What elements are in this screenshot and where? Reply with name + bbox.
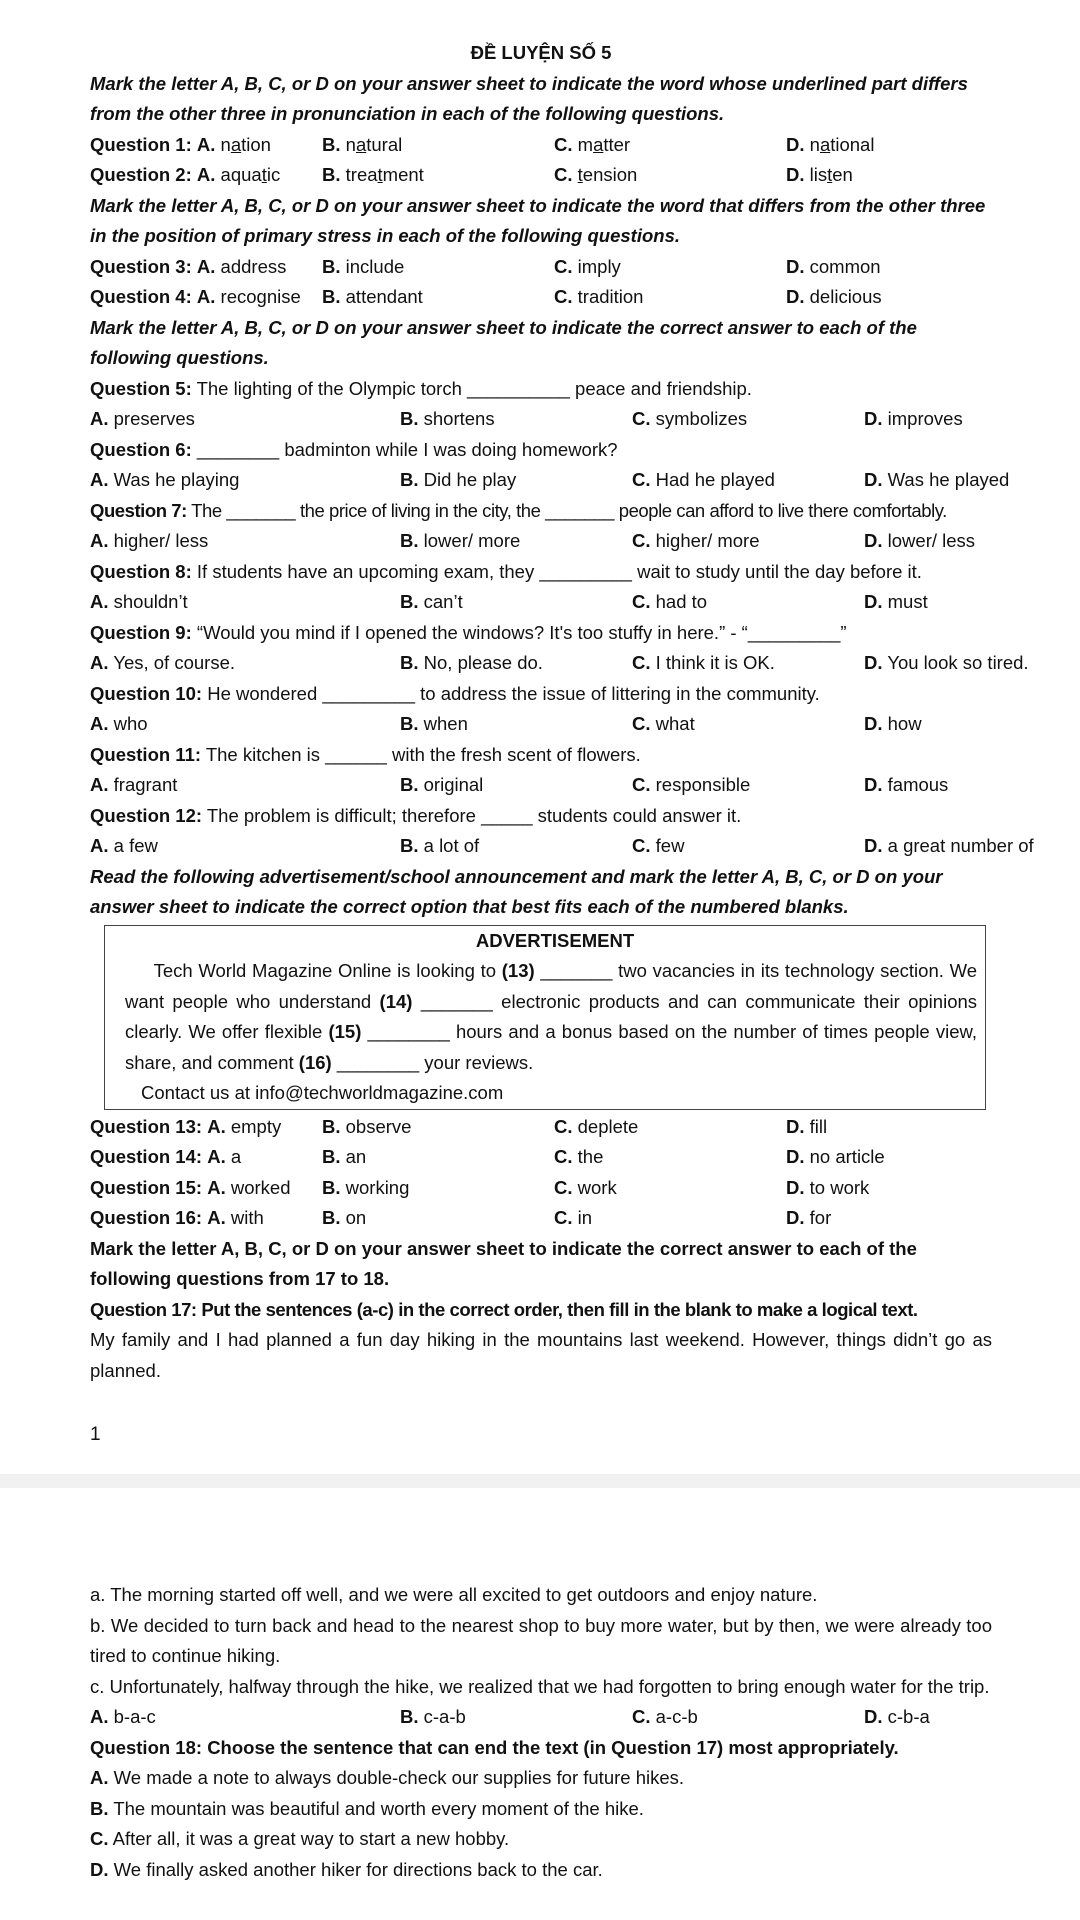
q12-option-b: B. a lot of [400,835,480,856]
q11-option-d: D. famous [864,774,949,795]
question-17-intro: My family and I had planned a fun day hiking in the mountains last weekend. However, things didn’t go as planned. [90,1329,992,1381]
q16-option-b: B. on [322,1207,367,1228]
question-2 [90,160,992,191]
question-7-stem: Question 7: The _______ the price of living in the city, the _______ people can afford to live there comfortably. [90,499,947,521]
q3-option-b: B. include [322,255,405,277]
q1-option-c: C. matter [554,133,631,155]
q14-option-b: B. an [322,1146,367,1167]
q18-option-c: C. After all, it was a great way to start a new hobby. [90,1828,510,1849]
question-17-options [90,1702,992,1733]
page-one [90,38,1034,1386]
q10-option-a: A. who [90,713,148,734]
page-break [0,1474,1080,1488]
q17-option-c: C. a-c-b [632,1706,698,1727]
q18-option-b: B. The mountain was beautiful and worth every moment of the hike. [90,1797,644,1819]
q11-option-a: A. fragrant [90,774,178,795]
q14-option-c: C. the [554,1146,604,1167]
question-17-sentence-a: a. The morning started off well, and we were all excited to get outdoors and enjoy nature. [90,1584,818,1605]
q13-option-c: C. deplete [554,1115,639,1137]
q1-option-a: Question 1: A. nation [90,133,271,155]
q6-option-b: B. Did he play [400,469,517,490]
q5-option-c: C. symbolizes [632,408,748,429]
instruction-correct-answer: Mark the letter A, B, C, or D on your answer sheet to indicate the correct answer to each of the following questions. [90,316,917,368]
advertisement-contact: Contact us at info@techworldmagazine.com [141,1082,504,1103]
q5-option-d: D. improves [864,408,963,429]
q2-option-c: C. tension [554,164,638,185]
question-17-sentence-c: c. Unfortunately, halfway through the hike, we realized that we had forgotten to bring enough water for the trip. [90,1675,990,1697]
instruction-questions-17-18: Mark the letter A, B, C, or D on your answer sheet to indicate the correct answer to each of the following questions from 17 to 18. [90,1237,917,1289]
question-6-options [90,465,1010,496]
q14-option-d: D. no article [786,1146,885,1167]
question-10-options [90,709,992,740]
q12-option-d: D. a great number of [864,835,1034,856]
advertisement-heading: ADVERTISEMENT [475,929,635,951]
q9-option-c: C. I think it is OK. [632,652,775,673]
q8-option-d: D. must [864,591,928,612]
question-8-options [90,587,992,618]
page-number: 1 [90,1424,101,1445]
q16-option-d: D. for [786,1207,832,1228]
question-13 [90,1112,992,1143]
q3-option-c: C. imply [554,255,621,277]
q15-option-d: D. to work [786,1176,870,1198]
q6-option-d: D. Was he played [864,469,1010,490]
question-17-stem: Question 17: Put the sentences (a-c) in the correct order, then fill in the blank to make a logical text. [90,1298,918,1320]
q15-option-b: B. working [322,1176,410,1198]
q7-option-d: D. lower/ less [864,530,976,551]
q7-option-b: B. lower/ more [400,530,521,551]
page-two [90,1580,992,1885]
q7-option-c: C. higher/ more [632,530,760,551]
q9-option-d: D. You look so tired. [864,652,1029,673]
question-11-options [90,770,992,801]
q12-option-a: A. a few [90,835,158,856]
q4-option-b: B. attendant [322,286,423,307]
q4-option-a: Question 4: A. recognise [90,286,301,307]
question-10-stem: Question 10: He wondered _________ to address the issue of littering in the community. [90,682,820,704]
q16-option-a: Question 16: A. with [90,1207,264,1228]
q18-option-a: A. We made a note to always double-check our supplies for future hikes. [90,1767,685,1788]
q4-option-d: D. delicious [786,286,882,307]
question-12-stem: Question 12: The problem is difficult; therefore _____ students could answer it. [90,804,742,826]
question-8-stem: Question 8: If students have an upcoming exam, they _________ wait to study until the day before it. [90,560,922,582]
q11-option-b: B. original [400,774,484,795]
question-4 [90,282,992,313]
q12-option-c: C. few [632,835,685,856]
q11-option-c: C. responsible [632,774,751,795]
question-3 [90,252,992,283]
q8-option-a: A. shouldn’t [90,591,188,612]
q10-option-c: C. what [632,713,695,734]
q15-option-a: Question 15: A. worked [90,1176,291,1198]
q10-option-b: B. when [400,713,468,734]
question-11-stem: Question 11: The kitchen is ______ with the fresh scent of flowers. [90,743,641,765]
q2-option-b: B. treatment [322,164,424,185]
q14-option-a: Question 14: A. a [90,1146,242,1167]
q16-option-c: C. in [554,1207,593,1228]
q9-option-b: B. No, please do. [400,652,543,673]
question-14 [90,1142,992,1173]
q17-option-d: D. c-b-a [864,1706,930,1727]
instruction-advertisement: Read the following advertisement/school announcement and mark the letter A, B, C, or D on your answer sheet to indicate the correct option that best fits each of the numbered blanks. [90,865,943,917]
instruction-pronunciation: Mark the letter A, B, C, or D on your answer sheet to indicate the word whose underlined part differs from the other three in pronunciation in each of the following questions. [90,72,968,124]
q3-option-d: D. common [786,255,881,277]
q6-option-c: C. Had he played [632,469,775,490]
q6-option-a: A. Was he playing [90,469,240,490]
question-1 [90,130,992,161]
question-7-options [90,526,992,557]
q5-option-a: A. preserves [90,408,195,429]
advertisement-box [104,925,986,1110]
q10-option-d: D. how [864,713,922,734]
q5-option-b: B. shortens [400,408,495,429]
q8-option-c: C. had to [632,591,708,612]
question-12-options [90,831,1034,862]
q8-option-b: B. can’t [400,591,463,612]
q2-option-a: Question 2: A. aquatic [90,164,281,185]
advertisement-body: Tech World Magazine Online is looking to (13) _______ two vacancies in its technology section. We want people who understand (14) _______ electronic products and can communicate their opinions clearly. We offer flexible (15) ________ hours and a bonus based on the number of times people view, share, and comment (16) ________ your reviews. [125,960,978,1073]
q17-option-a: A. b-a-c [90,1706,156,1727]
question-18-stem: Question 18: Choose the sentence that can end the text (in Question 17) most appropriately. [90,1736,899,1758]
question-17-sentence-b: b. We decided to turn back and head to the nearest shop to buy more water, but by then, we were already too tired to continue hiking. [90,1614,992,1666]
instruction-stress: Mark the letter A, B, C, or D on your answer sheet to indicate the word that differs from the other three in the position of primary stress in each of the following questions. [90,194,986,246]
q13-option-a: Question 13: A. empty [90,1115,282,1137]
question-15 [90,1173,992,1204]
q3-option-a: Question 3: A. address [90,255,287,277]
q7-option-a: A. higher/ less [90,530,209,551]
question-5-options [90,404,992,435]
question-9-options [90,648,1029,679]
question-6-stem: Question 6: ________ badminton while I was doing homework? [90,438,618,460]
q13-option-d: D. fill [786,1115,828,1137]
q4-option-c: C. tradition [554,286,644,307]
q2-option-d: D. listen [786,164,853,185]
q1-option-d: D. national [786,133,875,155]
question-9-stem: Question 9: “Would you mind if I opened the windows? It's too stuffy in here.” - “_________” [90,621,847,643]
question-5-stem: Question 5: The lighting of the Olympic torch __________ peace and friendship. [90,377,752,399]
q18-option-d: D. We finally asked another hiker for directions back to the car. [90,1858,603,1880]
q17-option-b: B. c-a-b [400,1706,466,1727]
question-16 [90,1203,992,1234]
q13-option-b: B. observe [322,1115,412,1137]
page-title: ĐỀ LUYỆN SỐ 5 [470,42,612,63]
q9-option-a: A. Yes, of course. [90,652,236,673]
q15-option-c: C. work [554,1176,617,1198]
q1-option-b: B. natural [322,133,403,155]
